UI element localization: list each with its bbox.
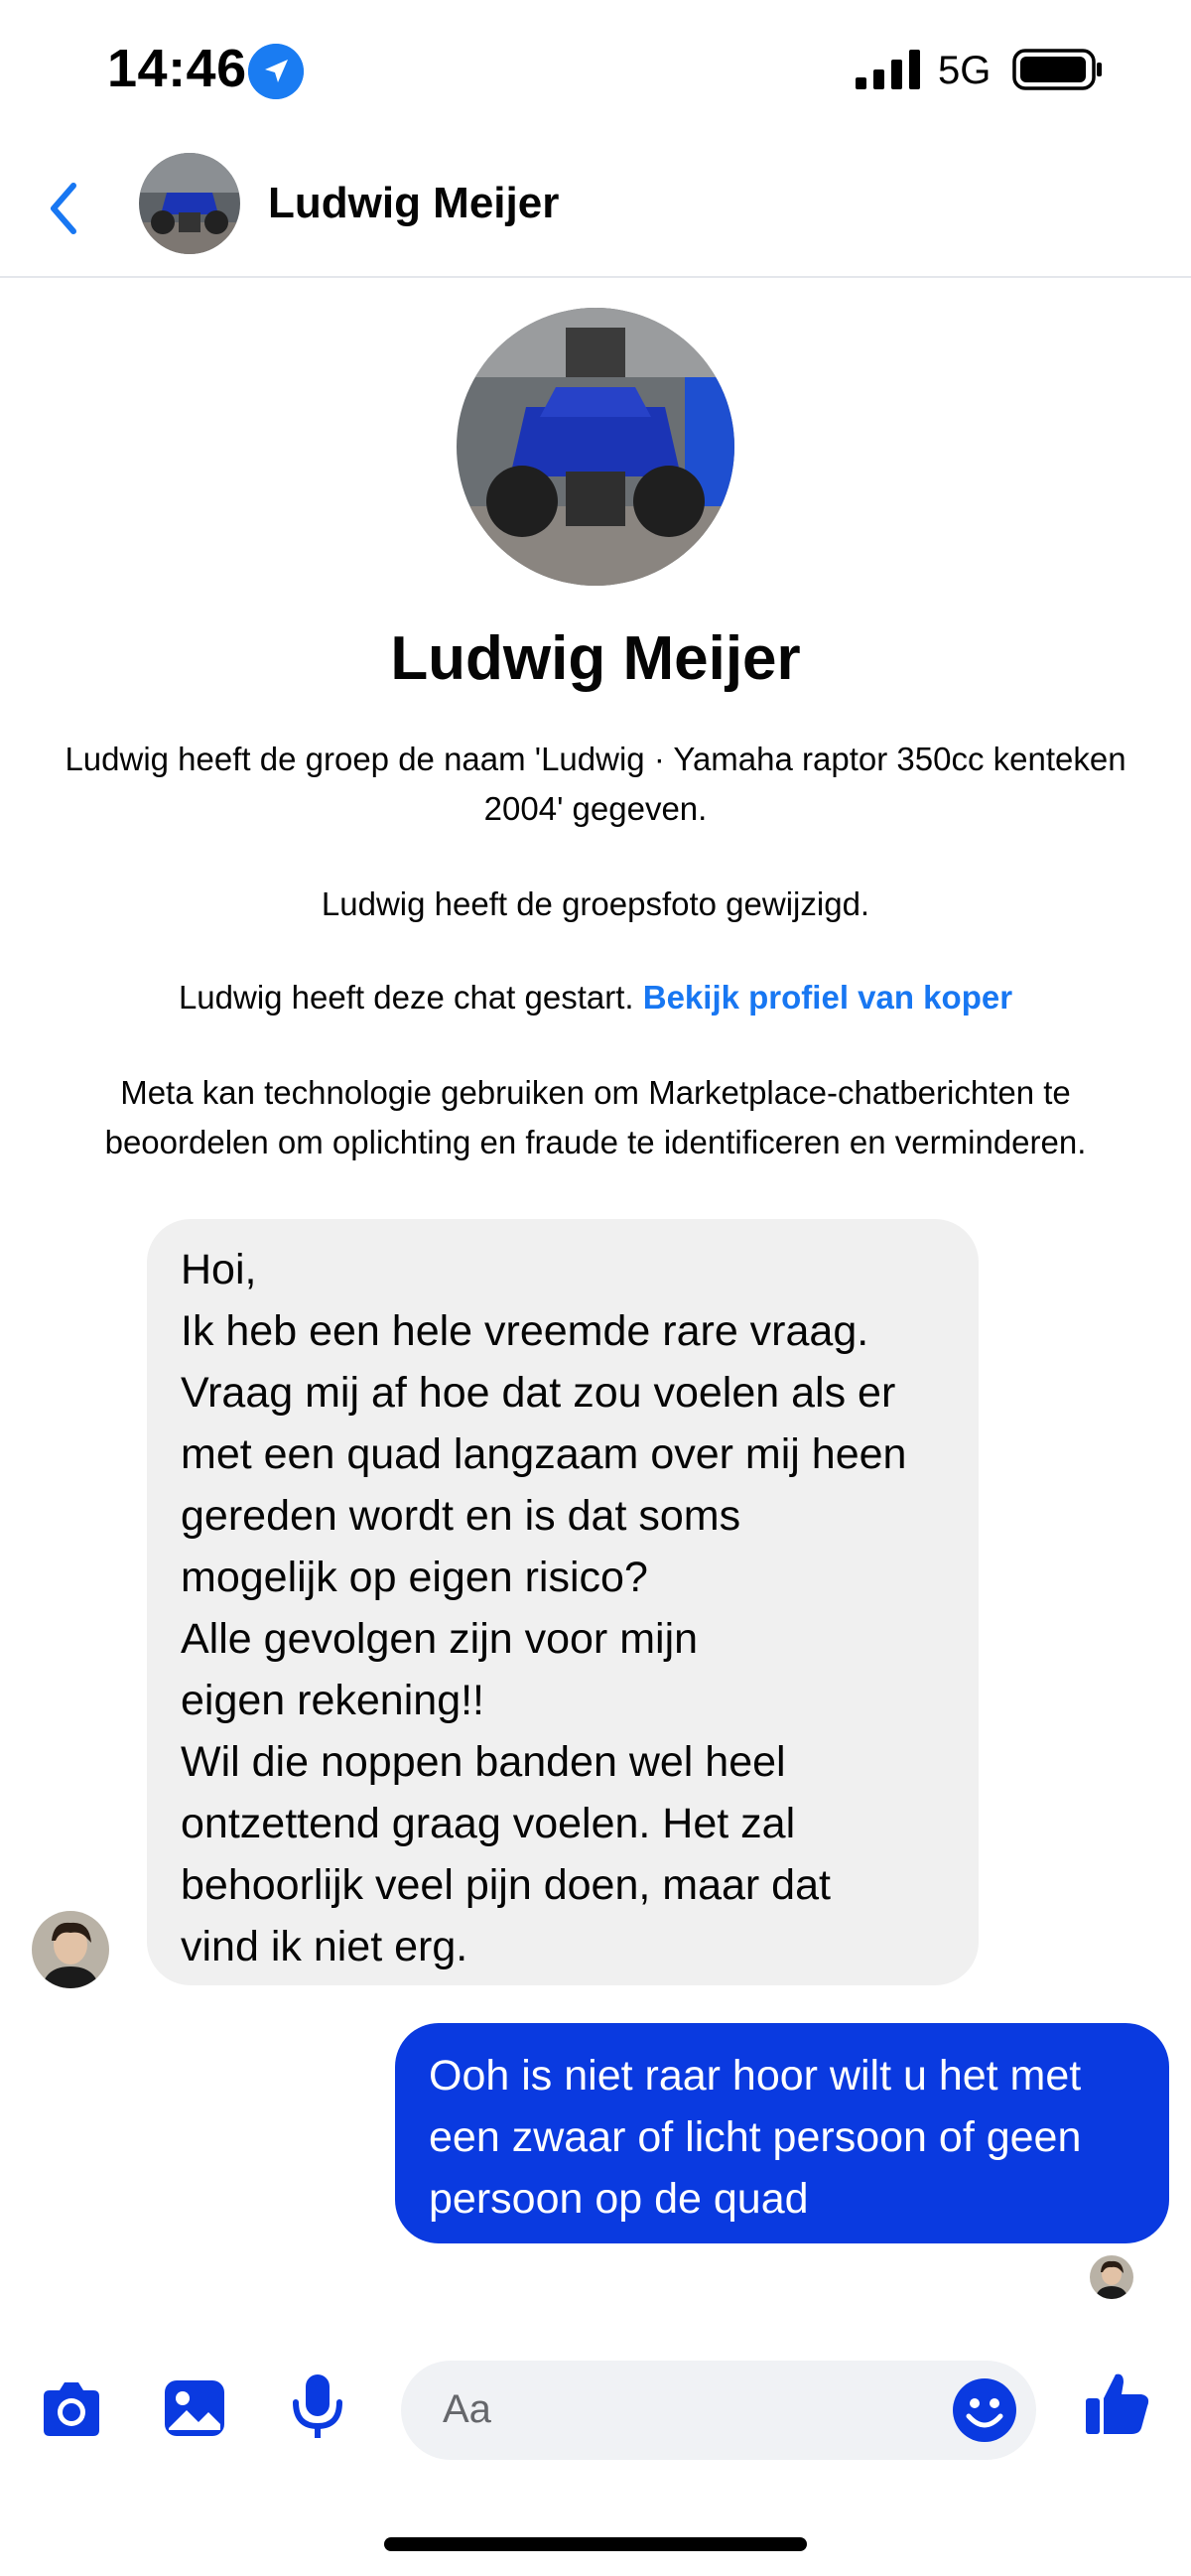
seen-receipt-avatar: [1090, 2255, 1133, 2299]
image-icon[interactable]: [159, 2373, 230, 2444]
home-indicator: [384, 2537, 807, 2551]
message-input[interactable]: [401, 2361, 1036, 2460]
profile-name: Ludwig Meijer: [390, 624, 801, 693]
incoming-message-line: met een quad langzaam over mij heen: [181, 1430, 907, 1478]
meta-notice: Meta kan technologie gebruiken om Marketplace-chatberichten te beoordelen om oplichting en fraude te identificeren en verminderen.: [104, 1074, 1087, 1160]
incoming-message-line: behoorlijk veel pijn doen, maar dat: [181, 1861, 831, 1909]
status-bar: [0, 0, 1191, 139]
system-message-chat-started: [40, 973, 1151, 1022]
outgoing-message-line: persoon op de quad: [429, 2175, 809, 2223]
incoming-message-line: Alle gevolgen zijn voor mijn: [181, 1615, 699, 1663]
chat-header: [0, 139, 1191, 278]
incoming-message-line: ontzettend graag voelen. Het zal: [181, 1800, 796, 1847]
incoming-message-line: Ik heb een hele vreemde rare vraag.: [181, 1307, 869, 1355]
contact-name[interactable]: Ludwig Meijer: [268, 179, 560, 227]
incoming-message-line: eigen rekening!!: [181, 1677, 484, 1724]
system-message-group-name: Ludwig heeft de groep de naam 'Ludwig · Yamaha raptor 350cc kenteken 2004' gegeven.: [65, 741, 1126, 827]
header-avatar[interactable]: [139, 153, 240, 254]
system-message-group-photo: Ludwig heeft de groepsfoto gewijzigd.: [321, 885, 870, 922]
incoming-message-line: vind ik niet erg.: [181, 1923, 468, 1970]
incoming-message-text: [181, 1239, 945, 1977]
chat-started-text: Ludwig heeft deze chat gestart.: [178, 979, 634, 1016]
profile-avatar[interactable]: [457, 308, 734, 586]
message-input-placeholder: Aa: [443, 2387, 491, 2431]
outgoing-message-bubble[interactable]: [395, 2023, 1169, 2243]
signal-icon: [856, 50, 921, 89]
sender-avatar[interactable]: [32, 1911, 109, 1988]
camera-icon[interactable]: [36, 2374, 107, 2446]
incoming-message-line: gereden wordt en is dat soms: [181, 1492, 741, 1540]
thumbs-up-icon[interactable]: [1082, 2367, 1153, 2438]
status-time: 14:46: [107, 39, 247, 98]
network-label: 5G: [938, 49, 992, 92]
view-buyer-profile-link[interactable]: Bekijk profiel van koper: [642, 979, 1013, 1016]
outgoing-message-line: een zwaar of licht persoon of geen: [429, 2113, 1082, 2161]
outgoing-message-text: [429, 2045, 1135, 2230]
incoming-message-line: mogelijk op eigen risico?: [181, 1554, 648, 1601]
incoming-message-bubble[interactable]: [147, 1219, 979, 1985]
back-button[interactable]: [40, 174, 95, 243]
incoming-message-line: Vraag mij af hoe dat zou voelen als er: [181, 1369, 896, 1417]
battery-icon: [1012, 49, 1104, 90]
incoming-message-line: Hoi,: [181, 1246, 257, 1293]
outgoing-message-line: Ooh is niet raar hoor wilt u het met: [429, 2052, 1082, 2100]
emoji-icon[interactable]: [951, 2376, 1018, 2444]
location-icon: [248, 44, 304, 99]
incoming-message-line: Wil die noppen banden wel heel: [181, 1738, 786, 1786]
microphone-icon[interactable]: [282, 2371, 353, 2442]
